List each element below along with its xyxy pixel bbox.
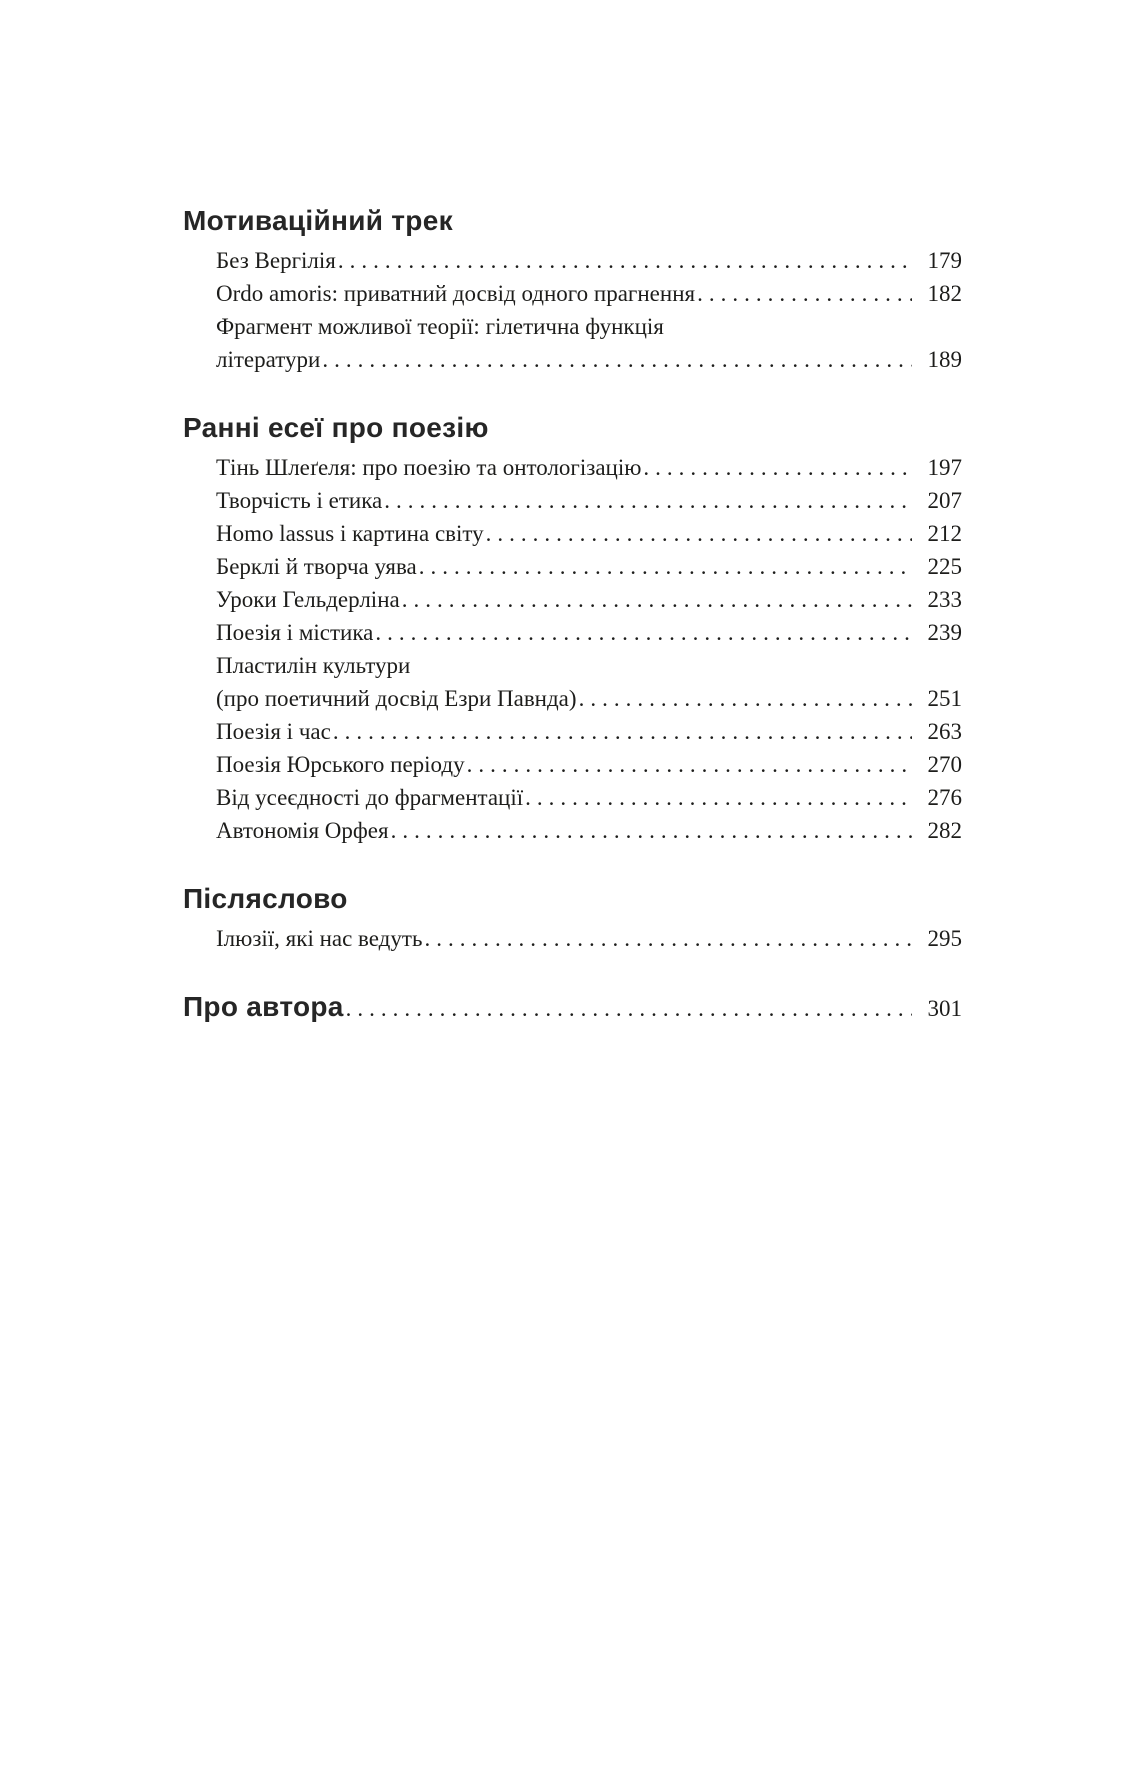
dot-leader: [697, 277, 912, 310]
entry-title: Тінь Шлеґеля: про поезію та онтологізацію: [216, 455, 642, 480]
toc-section-early-essays: [183, 410, 962, 847]
entry-title: Про автора: [183, 991, 344, 1022]
entry-title: Берклі й творча уява: [216, 554, 417, 579]
toc-entry: [216, 781, 962, 814]
dot-leader: [424, 922, 912, 955]
entry-page-number: 295: [927, 926, 962, 951]
entry-page-number: 239: [927, 620, 962, 645]
entry-title: Без Вергілія: [216, 248, 336, 273]
section-entries: [183, 922, 962, 955]
entry-title-line-2: [216, 343, 962, 376]
entry-page-number: 225: [927, 554, 962, 579]
entry-title: Автономія Орфея: [216, 818, 389, 843]
entry-title: Поезія Юрського періоду: [216, 752, 465, 777]
dot-leader: [391, 814, 912, 847]
dot-leader: [643, 451, 912, 484]
dot-leader: [419, 550, 912, 583]
entry-title: Від усеєдності до фрагментації: [216, 785, 524, 810]
toc-entry: [216, 649, 962, 715]
toc-entry: [216, 616, 962, 649]
toc-entry: [216, 814, 962, 847]
dot-leader: [402, 583, 912, 616]
toc-entry: [216, 244, 962, 277]
entry-page-number: 270: [927, 752, 962, 777]
entry-title: Поезія і містика: [216, 620, 374, 645]
entry-title: літератури: [216, 347, 321, 372]
dot-leader: [525, 781, 912, 814]
entry-page-number: 189: [927, 347, 962, 372]
entry-page-number: 301: [927, 996, 962, 1021]
dot-leader: [579, 682, 912, 715]
entry-title: Ілюзії, які нас ведуть: [216, 926, 423, 951]
toc-section-motivational-track: [183, 203, 962, 376]
toc-entry: [216, 277, 962, 310]
section-heading: Ранні есеї про поезію: [183, 412, 489, 443]
dot-leader: [486, 517, 912, 550]
entry-page-number: 207: [927, 488, 962, 513]
toc-entry: [216, 310, 962, 376]
dot-leader: [338, 244, 912, 277]
dot-leader: [333, 715, 912, 748]
toc-entry: [216, 583, 962, 616]
section-heading: Післяслово: [183, 883, 348, 914]
dot-leader: [322, 343, 912, 376]
toc-entry: [216, 451, 962, 484]
entry-title-line-1: Пластилін культури: [216, 653, 411, 678]
entry-title: Творчість і етика: [216, 488, 383, 513]
section-entries: [183, 244, 962, 376]
entry-page-number: 182: [927, 281, 962, 306]
dot-leader: [384, 484, 912, 517]
entry-title: Поезія і час: [216, 719, 331, 744]
entry-page-number: 263: [927, 719, 962, 744]
dot-leader: [346, 991, 912, 1027]
entry-page-number: 251: [927, 686, 962, 711]
toc-entry: [216, 715, 962, 748]
entry-title: Homo lassus і картина світу: [216, 521, 484, 546]
entry-title-line-2: [216, 682, 962, 715]
toc-entry: [216, 484, 962, 517]
toc-entry: [216, 550, 962, 583]
entry-page-number: 179: [927, 248, 962, 273]
entry-title: Уроки Гельдерліна: [216, 587, 400, 612]
entry-title: (про поетичний досвід Езри Павнда): [216, 686, 577, 711]
entry-page-number: 276: [927, 785, 962, 810]
toc-entry: [216, 922, 962, 955]
toc-entry: [216, 517, 962, 550]
dot-leader: [467, 748, 912, 781]
entry-title-line-1: Фрагмент можливої теорії: гілетична функція: [216, 314, 664, 339]
section-heading: Мотиваційний трек: [183, 205, 453, 236]
table-of-contents: [183, 203, 962, 1027]
entry-page-number: 212: [927, 521, 962, 546]
toc-entry-about-author: [183, 989, 962, 1027]
section-entries: [183, 451, 962, 847]
toc-entry: [216, 748, 962, 781]
dot-leader: [375, 616, 912, 649]
entry-title: Ordo amoris: приватний досвід одного прагнення: [216, 281, 696, 306]
entry-page-number: 197: [927, 455, 962, 480]
entry-page-number: 233: [927, 587, 962, 612]
entry-page-number: 282: [927, 818, 962, 843]
toc-section-afterword: [183, 881, 962, 955]
